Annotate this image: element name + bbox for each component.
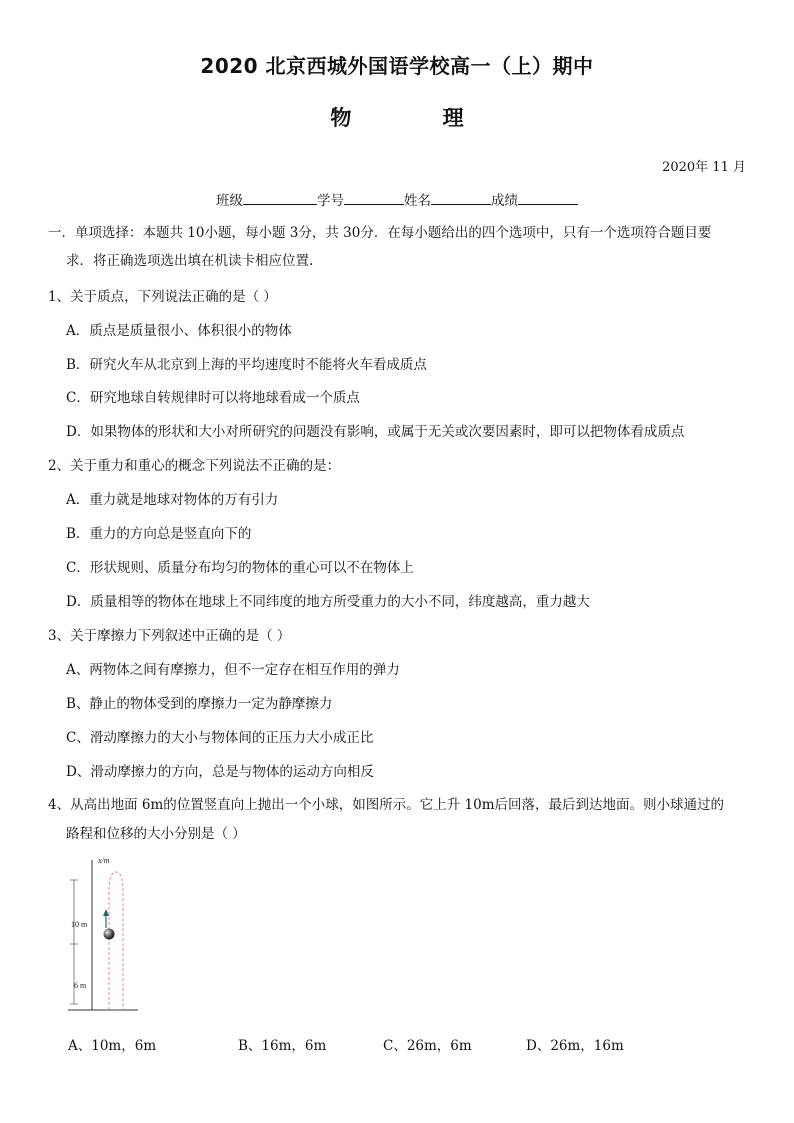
id-blank[interactable] [344, 190, 404, 205]
exam-date: 2020年 11 月 [662, 160, 746, 175]
class-blank[interactable] [243, 190, 317, 205]
question-2-option-a[interactable]: A．重力就是地球对物体的万有引力 [66, 492, 279, 508]
section-instructions [48, 219, 748, 275]
question-3-option-c[interactable]: C、滑动摩擦力的大小与物体间的正压力大小成正比 [66, 730, 374, 746]
ball-throw-figure [62, 852, 142, 1017]
question-4-answer-d[interactable]: D、26m，16m [526, 1038, 624, 1054]
question-1-stem: 1、关于质点，下列说法正确的是（ ） [48, 289, 277, 305]
question-4-answer-b[interactable]: B、16m，6m [238, 1038, 327, 1054]
question-1-option-a[interactable]: A．质点是质量很小、体积很小的物体 [66, 323, 292, 339]
question-1-option-d[interactable]: D．如果物体的形状和大小对所研究的问题没有影响，或属于无关或次要因素时，即可以把物体看成质点 [66, 424, 685, 440]
question-2-stem: 2、关于重力和重心的概念下列说法不正确的是： [48, 458, 341, 474]
question-4-answer-c[interactable]: C、26m，6m [383, 1038, 472, 1054]
question-1-option-b[interactable]: B．研究火车从北京到上海的平均速度时不能将火车看成质点 [66, 357, 427, 373]
subject-title: 物 理 [330, 106, 506, 130]
name-blank[interactable] [431, 190, 491, 205]
question-3-option-b[interactable]: B、静止的物体受到的摩擦力一定为静摩擦力 [66, 696, 333, 712]
student-info-row [0, 189, 794, 209]
ball-icon [104, 929, 115, 940]
id-label: 学号 [317, 193, 344, 209]
question-4-stem-line-2: 路程和位移的大小分别是（ ） [66, 826, 246, 842]
question-1-option-c[interactable]: C．研究地球自转规律时可以将地球看成一个质点 [66, 390, 360, 406]
question-3-option-d[interactable]: D、滑动摩擦力的方向，总是与物体的运动方向相反 [66, 764, 374, 780]
figure-trajectory [109, 872, 123, 1010]
question-3-stem: 3、关于摩擦力下列叙述中正确的是（ ） [48, 628, 291, 644]
name-label: 姓名 [404, 193, 431, 209]
exam-title: 2020 北京西城外国语学校高一（上）期中 [200, 54, 594, 78]
label-10m: 10 m [71, 920, 88, 929]
upward-arrow-icon [103, 909, 109, 928]
section-line-2: 求．将正确选项选出填在机读卡相应位置. [66, 253, 314, 269]
axis-label: x/m [98, 856, 110, 865]
class-label: 班级 [216, 193, 243, 209]
score-blank[interactable] [518, 190, 578, 205]
question-4-stem-line-1: 4、从高出地面 6m的位置竖直向上抛出一个小球，如图所示。它上升 10m后回落，最后到达地面。则小球通过的 [48, 797, 725, 813]
question-2-option-d[interactable]: D．质量相等的物体在地球上不同纬度的地方所受重力的大小不同，纬度越高，重力越大 [66, 594, 590, 610]
question-2-option-c[interactable]: C．形状规则、质量分布均匀的物体的重心可以不在物体上 [66, 560, 414, 576]
score-label: 成绩 [491, 193, 518, 209]
question-3-option-a[interactable]: A、两物体之间有摩擦力，但不一定存在相互作用的弹力 [66, 662, 400, 678]
question-4-answer-a[interactable]: A、10m，6m [68, 1038, 157, 1054]
section-line-1: 一．单项选择：本题共 10小题，每小题 3分，共 30分．在每小题给出的四个选项中，只有一个选项符合题目要 [48, 225, 712, 241]
question-2-option-b[interactable]: B．重力的方向总是竖直向下的 [66, 526, 252, 542]
label-6m: 6 m [74, 981, 87, 990]
